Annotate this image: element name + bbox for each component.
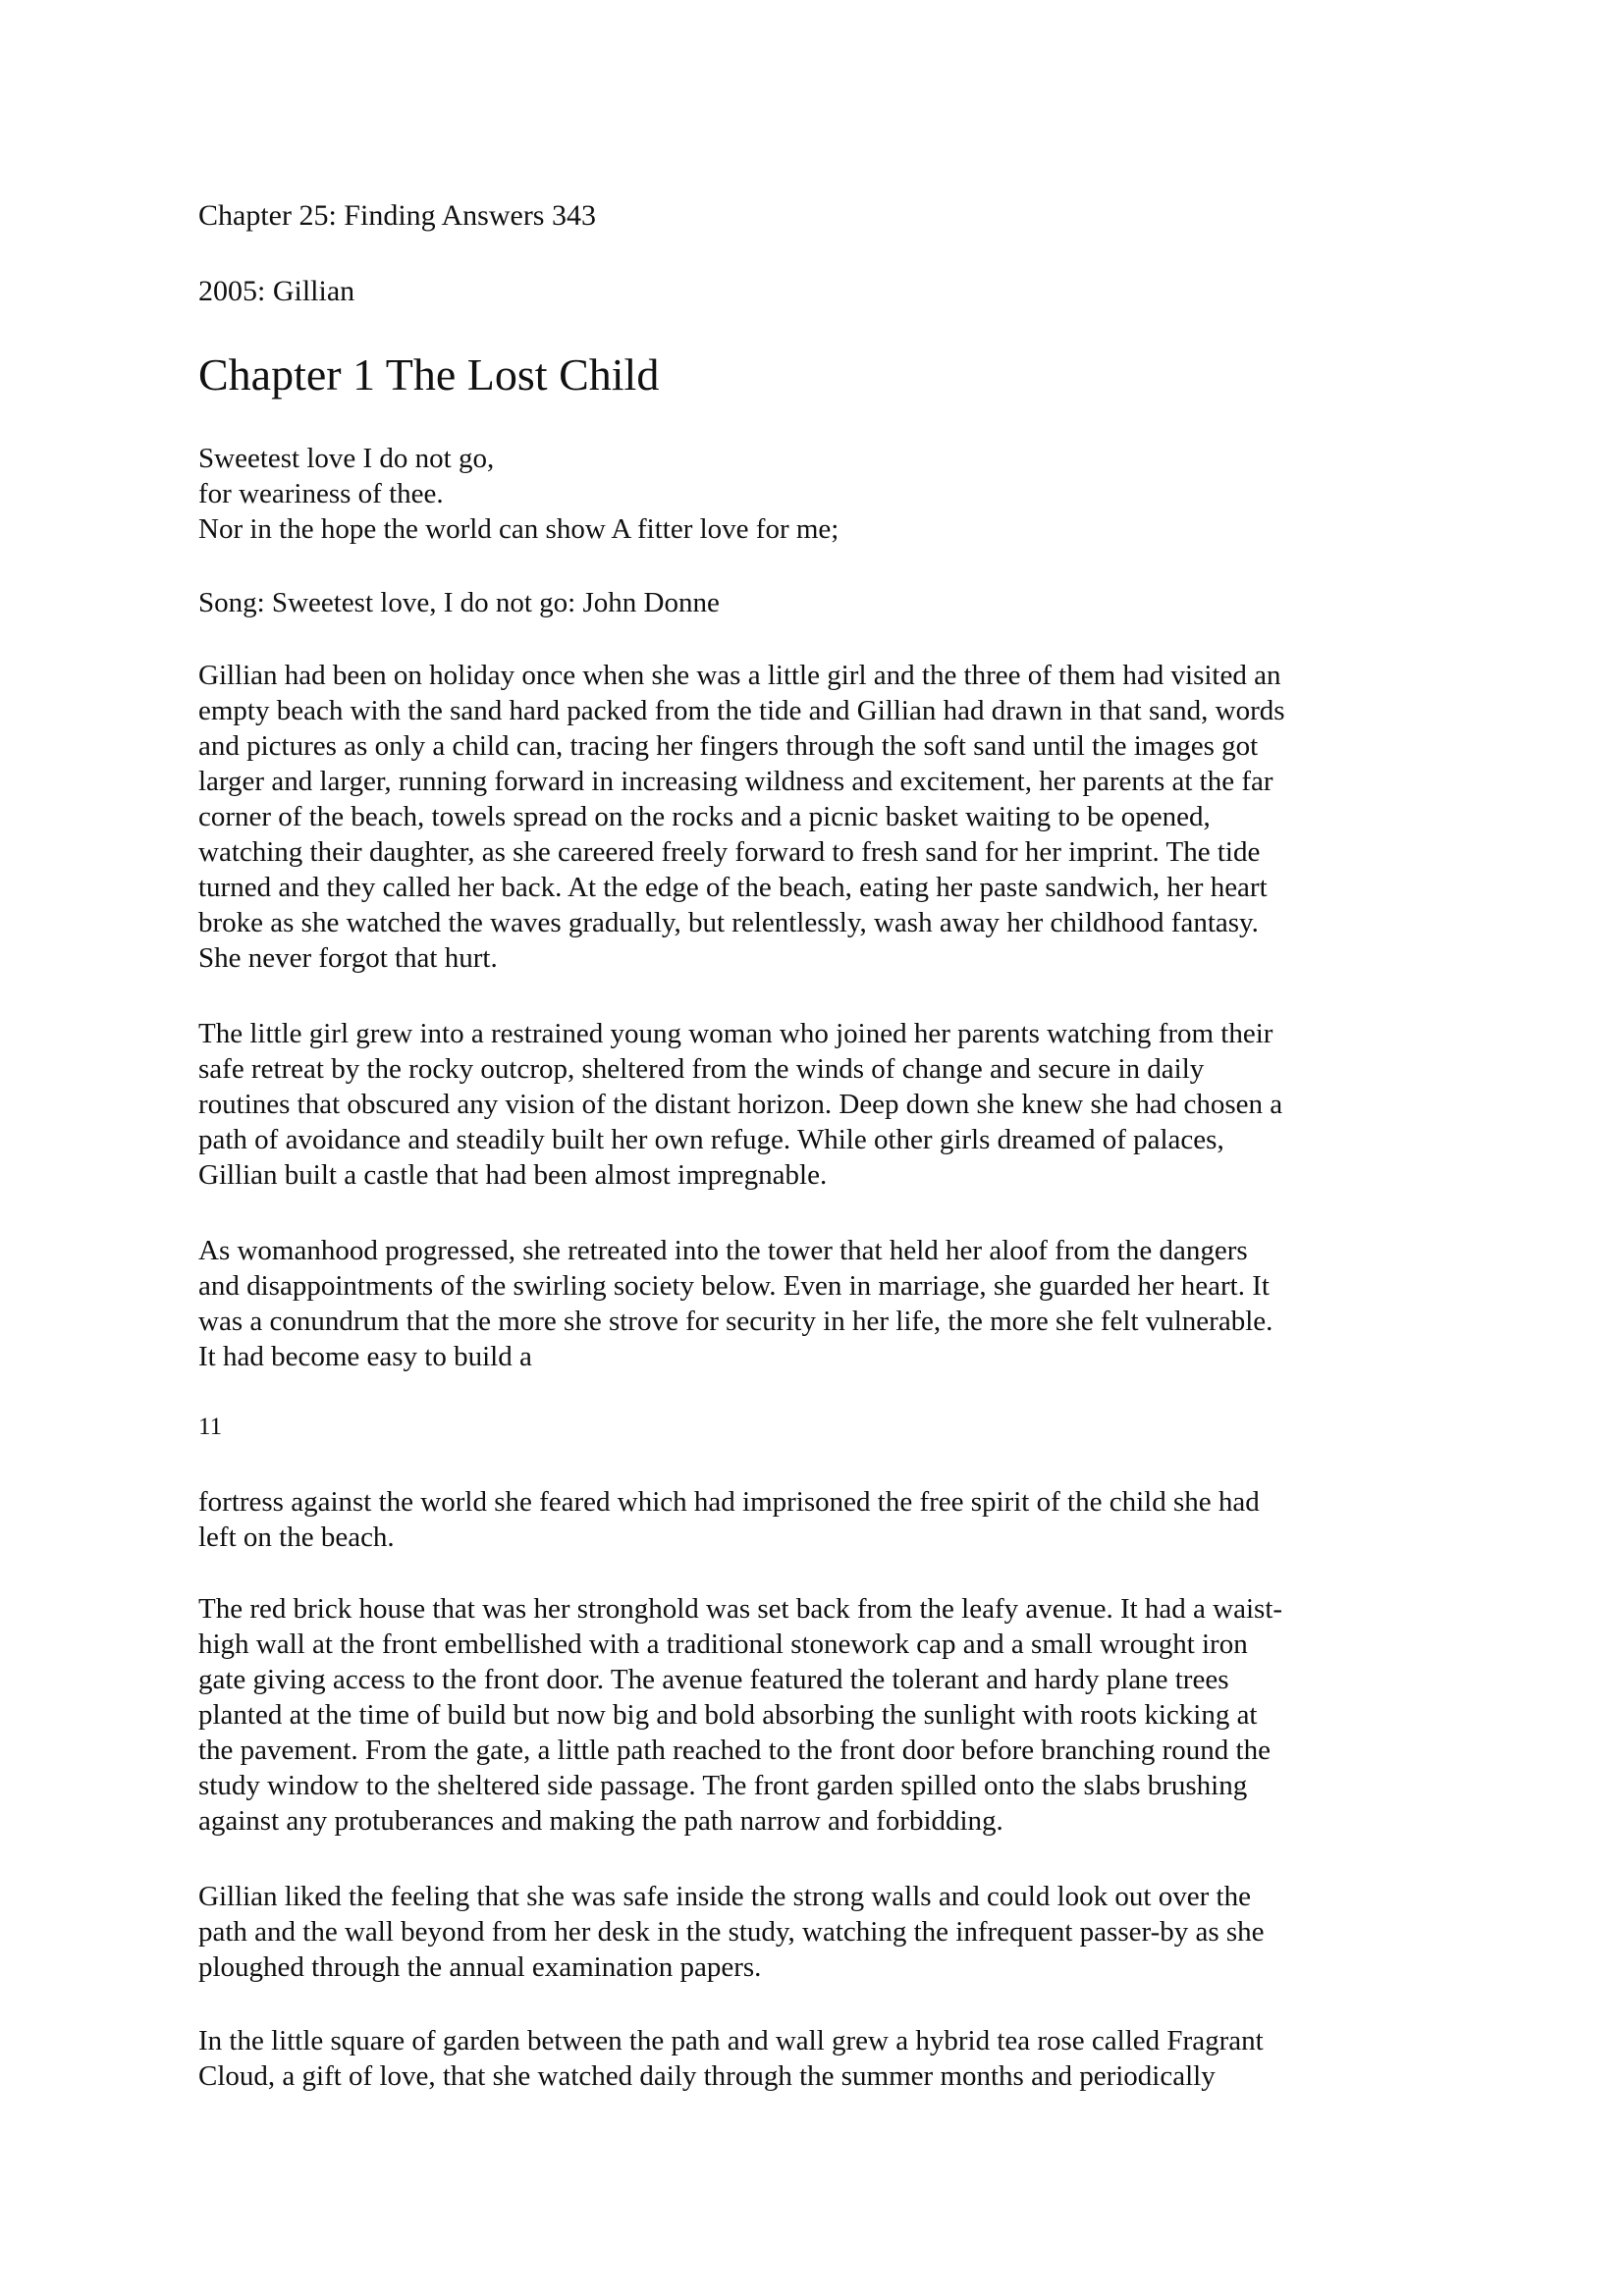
paragraph: [198, 1879, 1475, 1985]
paragraph: [198, 2023, 1475, 2094]
epigraph-line: Nor in the hope the world can show A fitter love for me;: [198, 513, 839, 545]
paragraph-line: fortress against the world she feared which had imprisoned the free spirit of the child she had: [198, 1486, 1260, 1518]
paragraph-line: planted at the time of build but now big and bold absorbing the sunlight with roots kicking at: [198, 1699, 1258, 1731]
paragraph-line: against any protuberances and making the path narrow and forbidding.: [198, 1805, 1003, 1837]
paragraph-line: Cloud, a gift of love, that she watched daily through the summer months and periodically: [198, 2060, 1216, 2092]
paragraph-line: As womanhood progressed, she retreated into the tower that held her aloof from the dangers: [198, 1235, 1248, 1266]
paragraph-line: In the little square of garden between the path and wall grew a hybrid tea rose called Fragrant: [198, 2025, 1264, 2056]
paragraph-line: watching their daughter, as she careered freely forward to fresh sand for her imprint. The tide: [198, 836, 1261, 868]
paragraph-line: empty beach with the sand hard packed from the tide and Gillian had drawn in that sand, words: [198, 695, 1285, 726]
paragraph-line: high wall at the front embellished with a traditional stonework cap and a small wrought iron: [198, 1629, 1248, 1660]
paragraph: [198, 1016, 1475, 1193]
paragraph-line: It had become easy to build a: [198, 1341, 532, 1372]
paragraph-line: broke as she watched the waves gradually, but relentlessly, wash away her childhood fantasy.: [198, 907, 1259, 938]
paragraph-line: and pictures as only a child can, tracing her fingers through the soft sand until the images got: [198, 730, 1259, 762]
paragraph-line: safe retreat by the rocky outcrop, sheltered from the winds of change and secure in daily: [198, 1053, 1205, 1085]
paragraph: [198, 658, 1475, 976]
toc-section-entry: 2005: Gillian: [198, 275, 355, 307]
paragraph: [198, 1591, 1475, 1839]
paragraph-line: path and the wall beyond from her desk in the study, watching the infrequent passer-by as she: [198, 1916, 1265, 1948]
paragraph-line: She never forgot that hurt.: [198, 942, 498, 974]
paragraph-line: ploughed through the annual examination papers.: [198, 1951, 762, 1983]
paragraph-line: The red brick house that was her stronghold was set back from the leafy avenue. It had a waist-: [198, 1593, 1283, 1625]
paragraph-line: gate giving access to the front door. The avenue featured the tolerant and hardy plane trees: [198, 1664, 1229, 1695]
epigraph-line: for weariness of thee.: [198, 478, 444, 509]
paragraph: [198, 1233, 1475, 1374]
page-number: 11: [198, 1414, 223, 1440]
epigraph: [198, 441, 1475, 547]
paragraph-line: and disappointments of the swirling society below. Even in marriage, she guarded her heart. It: [198, 1270, 1270, 1302]
paragraph-line: corner of the beach, towels spread on the rocks and a picnic basket waiting to be opened,: [198, 801, 1211, 832]
chapter-heading: Chapter 1 The Lost Child: [198, 349, 660, 400]
paragraph-line: larger and larger, running forward in increasing wildness and excitement, her parents at the far: [198, 766, 1273, 797]
paragraph-line: The little girl grew into a restrained young woman who joined her parents watching from their: [198, 1018, 1273, 1049]
epigraph-attribution: Song: Sweetest love, I do not go: John Donne: [198, 587, 720, 618]
paragraph-line: routines that obscured any vision of the distant horizon. Deep down she knew she had chosen a: [198, 1089, 1283, 1120]
epigraph-line: Sweetest love I do not go,: [198, 443, 495, 474]
paragraph-line: Gillian liked the feeling that she was safe inside the strong walls and could look out over the: [198, 1881, 1251, 1912]
paragraph-line: the pavement. From the gate, a little path reached to the front door before branching round the: [198, 1735, 1271, 1766]
toc-chapter-entry: Chapter 25: Finding Answers 343: [198, 199, 596, 232]
paragraph-line: path of avoidance and steadily built her own refuge. While other girls dreamed of palaces,: [198, 1124, 1224, 1155]
paragraph-line: was a conundrum that the more she strove for security in her life, the more she felt vulnerable.: [198, 1306, 1273, 1337]
paragraph-line: left on the beach.: [198, 1522, 395, 1553]
paragraph-line: Gillian built a castle that had been almost impregnable.: [198, 1159, 828, 1191]
paragraph-line: Gillian had been on holiday once when she was a little girl and the three of them had visited an: [198, 660, 1281, 691]
paragraph-line: turned and they called her back. At the edge of the beach, eating her paste sandwich, her heart: [198, 872, 1268, 903]
paragraph: [198, 1484, 1475, 1555]
paragraph-line: study window to the sheltered side passage. The front garden spilled onto the slabs brushing: [198, 1770, 1248, 1801]
